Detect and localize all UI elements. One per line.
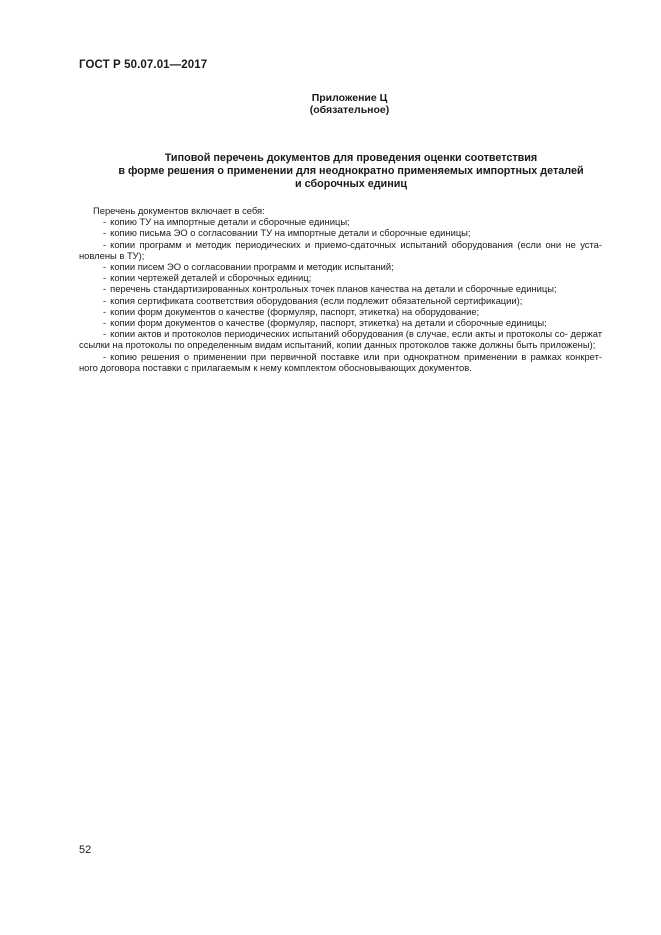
appendix-label: Приложение Ц	[311, 92, 388, 104]
page-number: 52	[79, 844, 92, 856]
list-dash: -	[103, 238, 107, 250]
list-item-text: копию письма ЭО о согласовании ТУ на импортные детали и сборочные единицы;	[110, 227, 471, 239]
list-item	[79, 272, 602, 283]
list-item-text: копии чертежей деталей и сборочных единиц;	[110, 272, 312, 284]
standard-header: ГОСТ Р 50.07.01—2017	[79, 59, 208, 71]
list-dash: -	[103, 283, 107, 295]
list-dash: -	[103, 272, 107, 284]
title-line-2: в форме решения о применении для неоднократно применяемых импортных деталей	[118, 165, 584, 177]
list-dash: -	[103, 328, 107, 340]
list-item-text: копии актов и протоколов периодических испытаний оборудования (в случае, если акты и протоколы со- держат ссылки на протоколы по определенным видам испытаний, копии данных протоколов также должны быть приложены);	[79, 328, 602, 351]
list-dash: -	[103, 294, 107, 306]
list-dash: -	[103, 261, 107, 273]
list-item	[79, 216, 602, 227]
list-item-text: копии форм документов о качестве (формуляр, паспорт, этикетка) на детали и сборочные единицы;	[110, 317, 547, 329]
list-dash: -	[103, 305, 107, 317]
list-item-text: копии форм документов о качестве (формуляр, паспорт, этикетка) на оборудование;	[110, 305, 480, 317]
title-line-1: Типовой перечень документов для проведения оценки соответствия	[164, 152, 538, 164]
list-item-text: копию ТУ на импортные детали и сборочные единицы;	[110, 216, 350, 228]
list-item	[79, 227, 602, 238]
list-dash: -	[103, 317, 107, 329]
list-item	[79, 306, 602, 317]
list-dash: -	[103, 227, 107, 239]
list-dash: -	[103, 216, 107, 228]
list-item-text: копию решения о применении при первичной поставке или при однократном применении в рамках конкрет- ного договора поставки с прилагаемым к нему комплектом обосновывающих документов.	[79, 350, 602, 373]
appendix-heading	[0, 92, 661, 116]
list-dash: -	[103, 350, 107, 362]
appendix-status: (обязательное)	[309, 104, 390, 116]
list-item-text: перечень стандартизированных контрольных точек планов качества на детали и сборочные единицы;	[110, 283, 557, 295]
document-title	[92, 152, 610, 191]
list-item	[79, 283, 602, 294]
list-item	[79, 328, 602, 350]
list-item	[79, 295, 602, 306]
list-item	[79, 239, 602, 261]
title-line-3: и сборочных единиц	[295, 178, 407, 190]
list-item-text: копии писем ЭО о согласовании программ и методик испытаний;	[110, 261, 394, 273]
list-item	[79, 317, 602, 328]
list-item	[79, 351, 602, 373]
list-intro: Перечень документов включает в себя:	[93, 205, 265, 216]
list-item	[79, 261, 602, 272]
list-item-text: копии программ и методик периодических и приемо-сдаточных испытаний оборудования (если они не уста- новлены в ТУ);	[79, 238, 602, 261]
list-item-text: копия сертификата соответствия оборудования (если подлежит обязательной сертификации);	[110, 294, 523, 306]
document-list	[79, 205, 602, 373]
